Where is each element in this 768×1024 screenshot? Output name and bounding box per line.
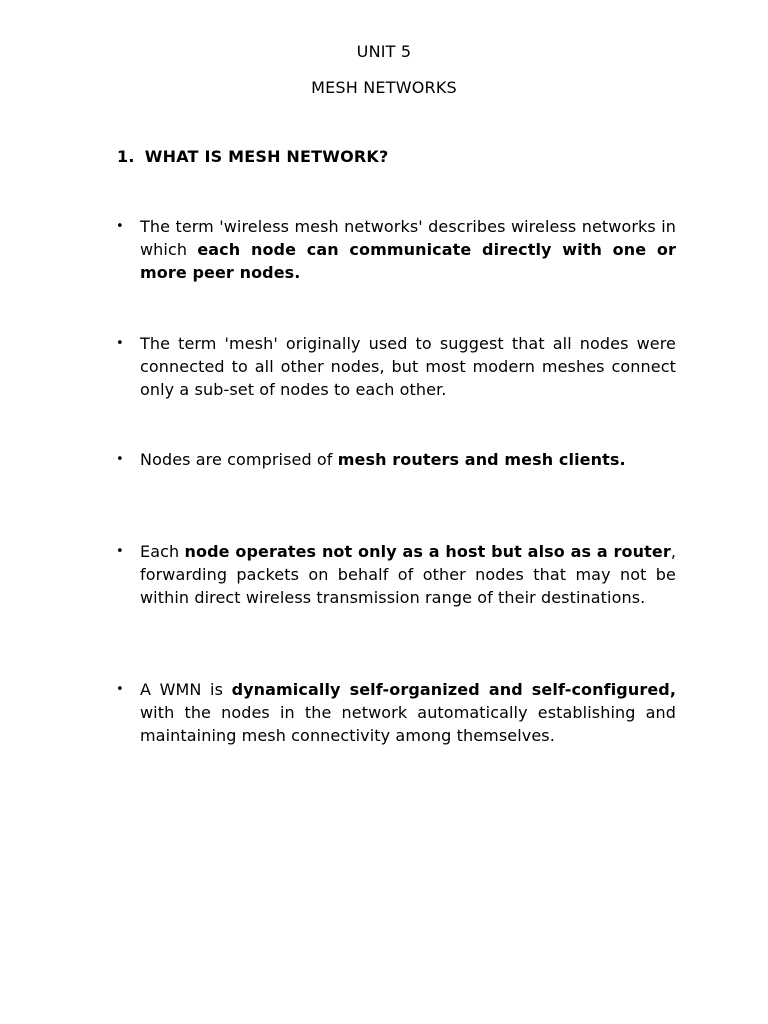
bullet-text-part: Each bbox=[140, 542, 185, 561]
main-title: MESH NETWORKS bbox=[311, 78, 457, 97]
bullet-text-part: , forwarding packets on behalf of other nodes that may not be within direct wireless transmission range of their destinations. bbox=[140, 542, 677, 607]
bullet-text-part: Nodes are comprised of bbox=[140, 450, 338, 469]
bullet-text-bold: each node can communicate directly with one or more peer nodes. bbox=[140, 240, 676, 282]
bullet-dot: • bbox=[116, 219, 124, 234]
bullet-text-part: with the nodes in the network automatically establishing and maintaining mesh connectivity among themselves. bbox=[140, 703, 676, 745]
bullet-text bbox=[140, 215, 676, 284]
bullet-text-bold: node operates not only as a host but also as a router bbox=[184, 542, 671, 561]
bullet-text bbox=[140, 678, 676, 747]
bullet-dot: • bbox=[116, 544, 124, 559]
section-heading bbox=[117, 146, 677, 168]
bullet-text-bold: dynamically self-organized and self-configured, bbox=[231, 680, 677, 699]
bullet-text bbox=[140, 540, 676, 609]
bullet-text bbox=[140, 332, 676, 401]
bullet-dot: • bbox=[116, 452, 124, 467]
unit-title: UNIT 5 bbox=[356, 42, 412, 61]
bullet-text-bold: mesh routers and mesh clients. bbox=[337, 450, 626, 469]
bullet-dot: • bbox=[116, 682, 124, 697]
bullet-text bbox=[140, 448, 676, 471]
bullet-text-part: The term 'wireless mesh networks' describes wireless networks in which bbox=[140, 217, 676, 259]
bullet-dot: • bbox=[116, 336, 124, 351]
bullet-text-part: A WMN is bbox=[140, 680, 232, 699]
bullet-text-part: The term 'mesh' originally used to suggest that all nodes were connected to all other nodes, but most modern meshes connect only a sub-set of nodes to each other. bbox=[140, 334, 676, 399]
section-heading-text: WHAT IS MESH NETWORK? bbox=[144, 147, 389, 166]
section-number: 1. bbox=[117, 147, 135, 166]
